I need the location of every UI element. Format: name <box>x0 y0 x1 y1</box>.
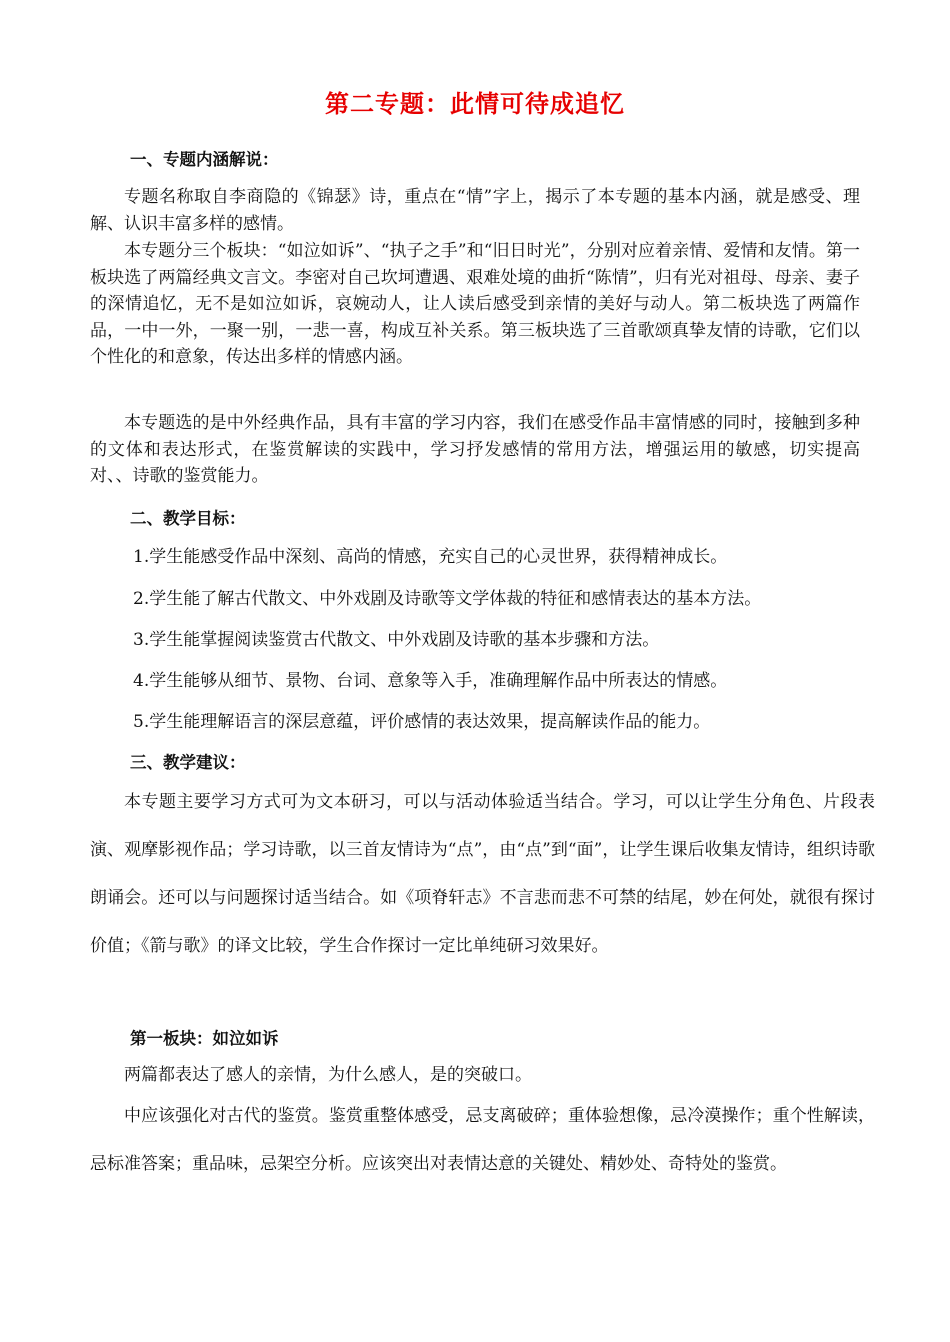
goal-item: 5.学生能理解语言的深层意蕴，评价感情的表达效果，提高解读作品的能力。 <box>133 712 711 732</box>
page-title: 第二专题：此情可待成追忆 <box>325 90 625 118</box>
goal-item: 2.学生能了解古代散文、中外戏剧及诗歌等文学体裁的特征和感情表达的基本方法。 <box>133 589 762 609</box>
section1-paragraph-3: 本专题选的是中外经典作品，具有丰富的学习内容，我们在感受作品丰富情感的同时，接触到多种的文体和表达形式，在鉴赏解读的实践中，学习抒发感情的常用方法，增强运用的敏感，切实提高对、、诗歌的鉴赏能力。 <box>90 413 860 486</box>
section3-heading: 三、教学建议： <box>130 753 246 772</box>
section2-heading: 二、教学目标： <box>130 509 246 528</box>
section1-heading: 一、专题内涵解说： <box>130 150 279 169</box>
section1-paragraph-2: 本专题分三个板块：“如泣如诉”、“执子之手”和“旧日时光”，分别对应着亲情、爱情和友情。第一板块选了两篇经典文言文。李密对自己坎坷遭遇、艰难处境的曲折“陈情”，归有光对祖母、母亲、妻子的深情追忆，无不是如泣如诉，哀婉动人，让人读后感受到亲情的美好与动人。第二板块选了两篇作品，一中一外，一聚一别，一悲一喜，构成互补关系。第三板块选了三首歌颂真挚友情的诗歌，它们以个性化的和意象，传达出多样的情感内涵。 <box>90 241 860 367</box>
section1-paragraph-1: 专题名称取自李商隐的《锦瑟》诗，重点在“情”字上，揭示了本专题的基本内涵，就是感受、理解、认识丰富多样的感情。 <box>90 187 860 234</box>
section3-paragraph: 本专题主要学习方式可为文本研习，可以与活动体验适当结合。学习，可以让学生分角色、片段表演、观摩影视作品；学习诗歌，以三首友情诗为“点”，由“点”到“面”，让学生课后收集友情诗，组织诗歌朗诵会。还可以与问题探讨适当结合。如《项脊轩志》不言悲而悲不可禁的结尾，妙在何处，就很有探讨价值；《箭与歌》的译文比较，学生合作探讨一定比单纯研习效果好。 <box>90 792 875 956</box>
goal-item: 4.学生能够从细节、景物、台词、意象等入手，准确理解作品中所表达的情感。 <box>133 671 728 691</box>
goal-item: 1.学生能感受作品中深刻、高尚的情感，充实自己的心灵世界，获得精神成长。 <box>133 547 728 567</box>
block1-line: 两篇都表达了感人的亲情，为什么感人，是的突破口。 <box>124 1065 532 1085</box>
block1-heading: 第一板块：如泣如诉 <box>130 1029 279 1048</box>
block1-paragraph: 中应该强化对古代的鉴赏。鉴赏重整体感受，忌支离破碎；重体验想像，忌冷漠操作；重个性解读，忌标准答案；重品味，忌架空分析。应该突出对表情达意的关键处、精妙处、奇特处的鉴赏。 <box>90 1106 875 1174</box>
goal-item: 3.学生能掌握阅读鉴赏古代散文、中外戏剧及诗歌的基本步骤和方法。 <box>133 630 660 650</box>
